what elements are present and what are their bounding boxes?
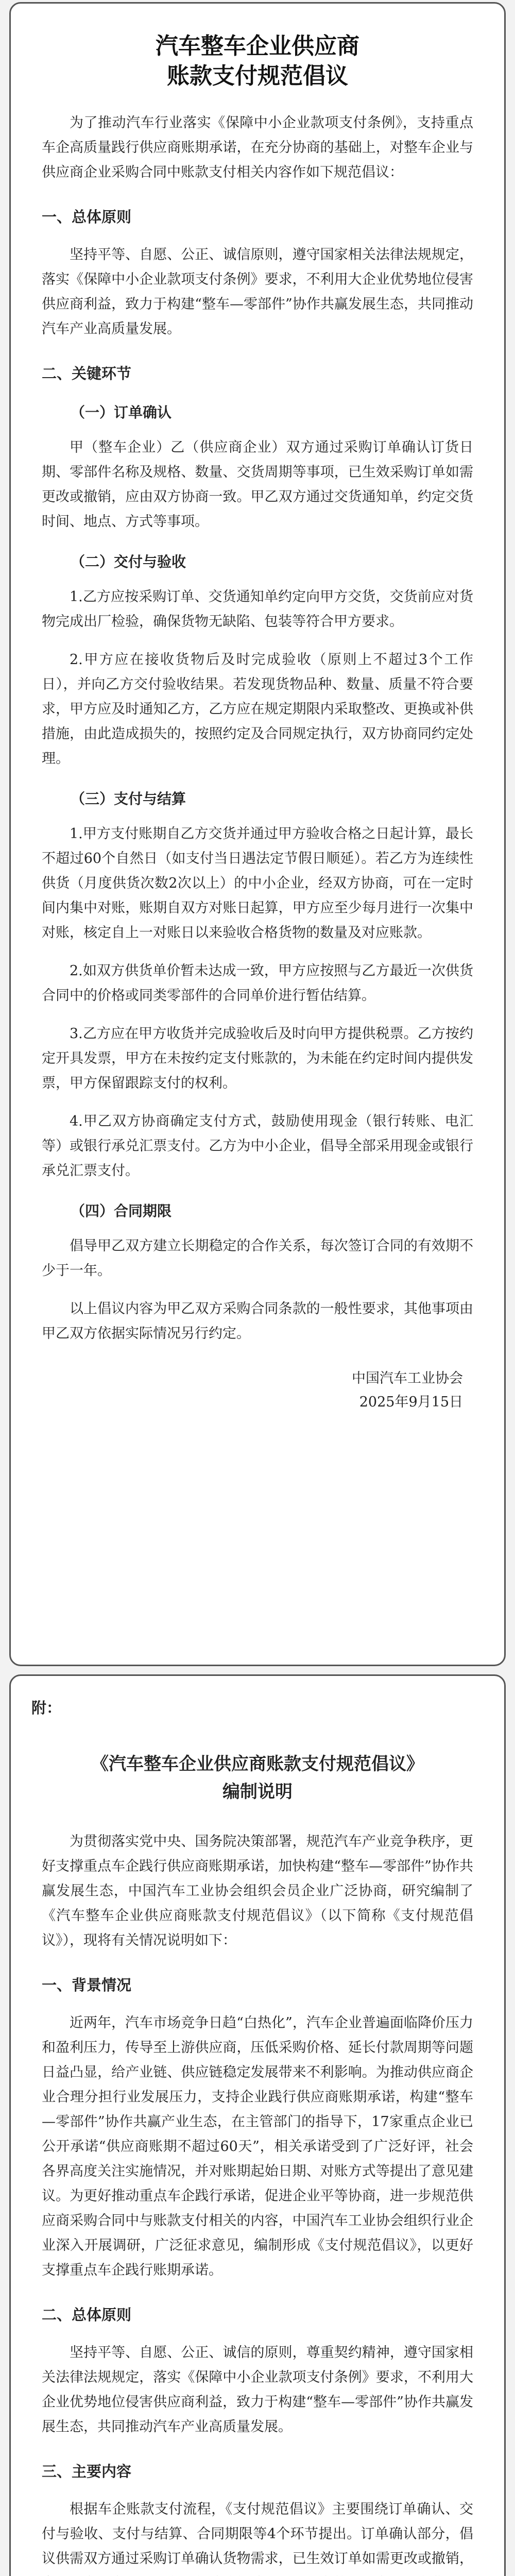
signature-block [42,1367,463,1414]
delivery-paragraph-1: 1.乙方应按采购订单、交货通知单约定向甲方交货，交货前应对货物完成出厂检验，确保货物无缺陷、包装等符合甲方要求。 [42,589,473,630]
explanation-title-line-1: 《汽车整车企业供应商账款支付规范倡议》 [91,1754,424,1774]
subsection-heading-contract-term: （四）合同期限 [71,1202,172,1219]
payment-paragraph-4: 4.甲乙双方协商确定支付方式，鼓励使用现金（银行转账、电汇等）或银行承兑汇票支付。乙方为中小企业，倡导全部采用现金或银行承兑汇票支付。 [42,1113,473,1179]
payment-paragraph-1: 1.甲方支付账期自乙方交货并通过甲方验收合格之日起计算，最长不超过60个自然日（如支付当日遇法定节假日顺延）。若乙方为连续性供货（月度供货次数2次以上）的中小企业，经双方协商，可在一定时间内集中对账，账期自双方对账日起算，甲方应至少每月进行一次集中对账，核定自上一对账日以来验收合格货物的数量及对应账款。 [42,826,473,941]
subsection-heading-delivery-acceptance: （二）交付与验收 [71,553,186,570]
payment-paragraph-2: 2.如双方供货单价暂未达成一致，甲方应按照与乙方最近一次供货合同中的价格或同类零部件的合同单价进行暂估结算。 [42,963,473,1004]
payment-paragraph-3: 3.乙方应在甲方收货并完成验收后及时向甲方提供税票。乙方按约定开具发票，甲方在未按约定支付账款的，为未能在约定时间内提供发票，甲方保留跟踪支付的权利。 [42,1026,473,1091]
background-paragraph: 近两年，汽车市场竞争日趋“白热化”，汽车企业普遍面临降价压力和盈利压力，传导至上游供应商，压低采购价格、延长付款周期等问题日益凸显，给产业链、供应链稳定发展带来不利影响。为推动供应商企业合理分担行业发展压力，支持企业践行供应商账期承诺，构建“整车—零部件”协作共赢产业生态，在主管部门的指导下，17家重点企业已公开承诺“供应商账期不超过60天”，相关承诺受到了广泛好评，社会各界高度关注实施情况，并对账期起始日期、对账方式等提出了意见建议。为更好推动重点车企践行承诺，促进企业平等协商，进一步规范供应商采购合同中与账款支付相关的内容，中国汽车工业协会组织行业企业深入开展调研，广泛征求意见，编制形成《支付规范倡议》，以更好支撑重点车企践行账期承诺。 [42,2015,473,2278]
section-heading-background: 一、背景情况 [42,1976,132,1994]
signature-date: 2025年9月15日 [359,1394,463,1410]
title-line-2: 账款支付规范倡议 [167,63,348,89]
delivery-paragraph-2: 2.甲方应在接收货物后及时完成验收（原则上不超过3个工作日），并向乙方交付验收结果。若发现货物品种、数量、质量不符合要求，甲方应及时通知乙方，乙方应在规定期限内采取整改、更换或补供措施，由此造成损失的，按照约定及合同规定执行，双方协商同约定处理。 [42,652,473,767]
section-heading-key-links: 二、关键环节 [42,365,132,382]
title-line-1: 汽车整车企业供应商 [156,33,359,59]
main-content-paragraph: 根据车企账款支付流程，《支付规范倡议》主要围绕订单确认、交付与验收、支付与结算、合同期限等4个环节提出。订单确认部分，倡议供需双方通过采购订单确认货物需求，已生效订单如需更改或撤销， [42,2501,473,2567]
subsection-heading-order-confirmation: （一）订单确认 [71,404,172,421]
contract-term-paragraph: 倡导甲乙双方建立长期稳定的合作关系，每次签订合同的有效期不少于一年。 [42,1238,473,1279]
general-principles-paragraph: 坚持平等、自愿、公正、诚信原则，遵守国家相关法律法规规定，落实《保障中小企业款项支付条例》要求，不利用大企业优势地位侵害供应商利益，致力于构建“整车—零部件”协作共赢发展生态，共同推动汽车产业高质量发展。 [42,247,473,337]
explanation-title [42,1750,473,1806]
document-title [42,31,473,91]
subsection-heading-payment-settlement: （三）支付与结算 [71,790,186,807]
section-heading-main-content: 三、主要内容 [42,2463,132,2480]
order-confirmation-paragraph: 甲（整车企业）乙（供应商企业）双方通过采购订单确认订货日期、零部件名称及规格、数量、交货周期等事项，已生效采购订单如需更改或撤销，应由双方协商一致。甲乙双方通过交货通知单，约定交货时间、地点、方式等事项。 [42,439,473,530]
principles-paragraph: 坚持平等、自愿、公正、诚信的原则，尊重契约精神，遵守国家相关法律法规规定，落实《保障中小企业款项支付条例》要求，不利用大企业优势地位侵害供应商利益，致力于构建“整车—零部件”协作共赢发展生态，共同推动汽车产业高质量发展。 [42,2345,473,2435]
explanation-intro-paragraph: 为贯彻落实党中央、国务院决策部署，规范汽车产业竞争秩序，更好支撑重点车企践行供应商账期承诺，加快构建“整车—零部件”协作共赢发展生态，中国汽车工业协会组织会员企业广泛协商，研究编制了《汽车整车企业供应商账款支付规范倡议》（以下简称《支付规范倡议》），现将有关情况说明如下： [42,1834,473,1948]
signer-name: 中国汽车工业协会 [352,1370,463,1386]
annex-label: 附： [31,1699,62,1717]
proposal-document [9,2,506,1666]
explanation-title-line-2: 编制说明 [222,1782,293,1802]
intro-paragraph: 为了推动汽车行业落实《保障中小企业款项支付条例》，支持重点车企高质量践行供应商账期承诺，在充分协商的基础上，对整车企业与供应商企业采购合同中账款支付相关内容作如下规范倡议： [42,115,473,180]
explanation-document [9,1674,506,2576]
section-heading-general-principles: 一、总体原则 [42,208,132,226]
closing-paragraph: 以上倡议内容为甲乙双方采购合同条款的一般性要求，其他事项由甲乙双方依据实际情况另行约定。 [42,1301,473,1342]
section-heading-principles: 二、总体原则 [42,2306,132,2324]
